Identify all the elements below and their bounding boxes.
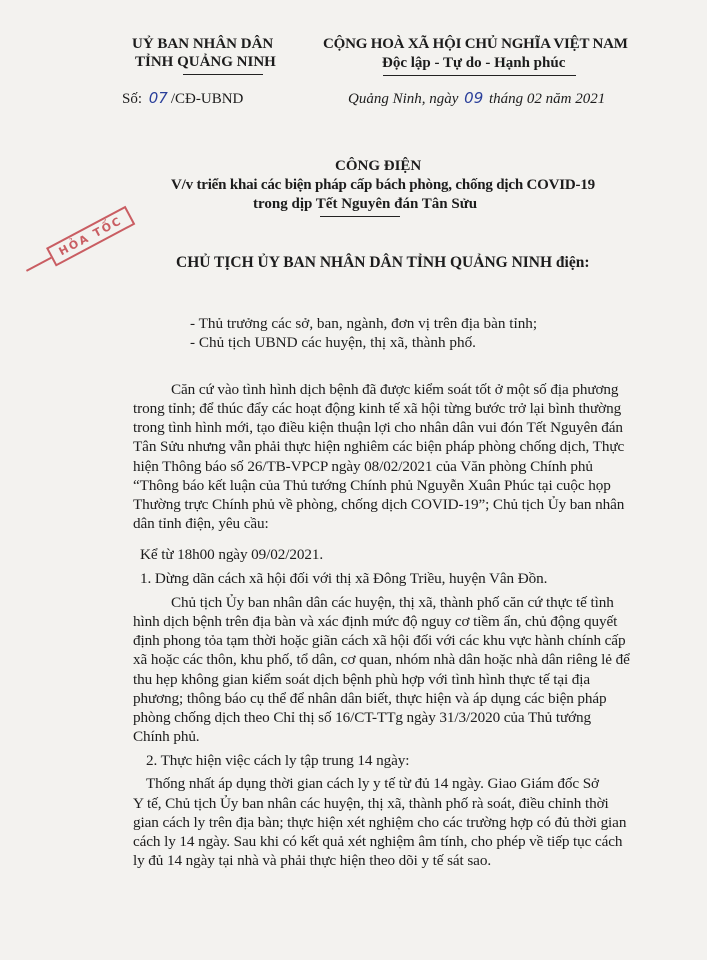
- motto-underline: [383, 75, 576, 76]
- issuer-line2: TỈNH QUẢNG NINH: [135, 54, 276, 70]
- nation-motto: Độc lập - Tự do - Hạnh phúc: [382, 55, 566, 71]
- body-line: định phong tỏa tạm thời hoặc giãn cách xã hội đối với các khu vực hành chính cấp: [133, 632, 626, 649]
- date-suffix: tháng 02 năm 2021: [489, 91, 606, 107]
- date-prefix: Quảng Ninh, ngày: [348, 91, 459, 107]
- recipient-1: - Thủ trưởng các sở, ban, ngành, đơn vị trên địa bàn tỉnh;: [190, 315, 538, 332]
- date-day-handwritten: 09: [464, 89, 484, 107]
- body-line: gian cách ly trên địa bàn; thực hiện xét nghiệm cho các trường hợp có đủ thời gian: [133, 814, 627, 831]
- number-handwritten: 07: [148, 89, 168, 107]
- nation-line1: CỘNG HOÀ XÃ HỘI CHỦ NGHĨA VIỆT NAM: [323, 36, 628, 52]
- body-line: trong tình hình mới, tạo điều kiện thuận lợi cho nhân dân vui đón Tết Nguyên đán: [133, 419, 623, 436]
- body-line: Kể từ 18h00 ngày 09/02/2021.: [140, 546, 324, 563]
- title-underline: [320, 216, 400, 217]
- body-line: Chính phủ.: [133, 728, 200, 745]
- body-line: phương; thông báo cụ thể để nhân dân biết, thực hiện và áp dụng các biện pháp: [133, 690, 607, 707]
- issuer-underline: [183, 74, 263, 75]
- sender-line: CHỦ TỊCH ỦY BAN NHÂN DÂN TỈNH QUẢNG NINH điện:: [176, 254, 590, 271]
- subject-line1: V/v triển khai các biện pháp cấp bách phòng, chống dịch COVID-19: [171, 177, 595, 193]
- body-line: Thường trực Chính phủ về phòng, chống dịch COVID-19”; Chủ tịch Ủy ban nhân: [133, 496, 625, 513]
- document-number: [122, 89, 243, 108]
- body-line: ly đủ 14 ngày tại nhà và phải thực hiện theo dõi y tế sát sao.: [133, 852, 492, 869]
- body-line: phòng chống dịch theo Chỉ thị số 16/CT-TTg ngày 31/3/2020 của Thủ tướng: [133, 709, 592, 726]
- body-line: hình dịch bệnh trên địa bàn và xác định mức độ nguy cơ tiềm ẩn, chủ động quyết: [133, 613, 618, 630]
- body-line: “Thông báo kết luận của Thủ tướng Chính phủ Nguyễn Xuân Phúc tại cuộc họp: [133, 477, 611, 494]
- recipient-2: - Chủ tịch UBND các huyện, thị xã, thành phố.: [190, 334, 476, 351]
- body-line: hiện Thông báo số 26/TB-VPCP ngày 08/02/2021 của Văn phòng Chính phủ: [133, 458, 593, 475]
- number-prefix: Số:: [122, 91, 143, 107]
- section-heading-1: 1. Dừng dãn cách xã hội đối với thị xã Đông Triều, huyện Vân Đồn.: [140, 570, 548, 587]
- subject-line2: trong dịp Tết Nguyên đán Tân Sửu: [253, 196, 478, 212]
- body-line: Y tế, Chủ tịch Ủy ban nhân các huyện, thị xã, thành phố rà soát, điều chỉnh thời: [133, 795, 609, 812]
- number-suffix: /CĐ-UBND: [170, 91, 244, 107]
- body-line: Tân Sửu nhưng vẫn phải thực hiện nghiêm các biện pháp phòng chống dịch, Thực: [133, 438, 625, 455]
- body-line: trong tỉnh; để thúc đẩy các hoạt động kinh tế xã hội từng bước trở lại bình thường: [133, 400, 622, 417]
- body-line: dân tỉnh điện, yêu cầu:: [133, 515, 269, 532]
- section-heading-2: 2. Thực hiện việc cách ly tập trung 14 ngày:: [146, 752, 410, 769]
- body-line: Thống nhất áp dụng thời gian cách ly y tế từ đủ 14 ngày. Giao Giám đốc Sở: [146, 775, 599, 792]
- document-date: [348, 89, 605, 108]
- issuer-line1: UỶ BAN NHÂN DÂN: [132, 36, 274, 52]
- body-line: cách ly 14 ngày. Sau khi có kết quả xét nghiệm âm tính, cho phép về tiếp tục cách: [133, 833, 623, 850]
- body-line: Căn cứ vào tình hình dịch bệnh đã được kiểm soát tốt ở một số địa phương: [171, 381, 619, 398]
- body-line: xã hoặc các thôn, khu phố, tổ dân, cơ quan, nhóm nhà dân hoặc nhà dân riêng lẻ để: [133, 651, 630, 668]
- body-line: Chủ tịch Ủy ban nhân dân các huyện, thị xã, thành phố căn cứ thực tế tình: [171, 594, 614, 611]
- body-line: thu hẹp không gian kiểm soát dịch bệnh phù hợp với tình hình thực tế tại địa: [133, 671, 591, 688]
- document-type: CÔNG ĐIỆN: [335, 158, 422, 174]
- urgent-stamp: HỎA TỐC: [46, 206, 135, 267]
